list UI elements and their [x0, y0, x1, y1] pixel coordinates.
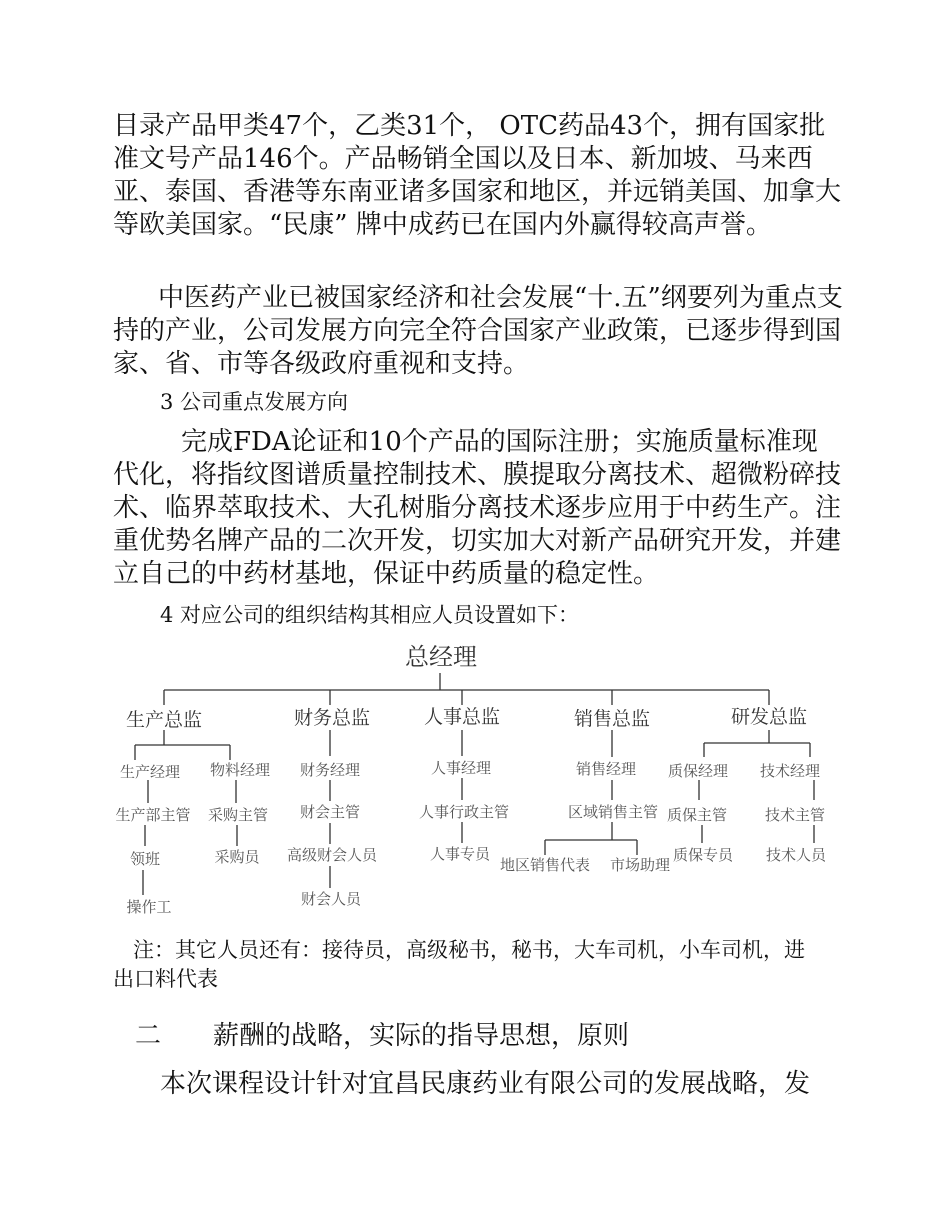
org-qa-supervisor: 质保主管 [666, 806, 728, 824]
org-tech-supervisor: 技术主管 [764, 806, 826, 824]
heading-org-structure: 4 对应公司的组织结构其相应人员设置如下： [160, 603, 580, 627]
org-regional-sales-supervisor: 区域销售主管 [567, 803, 659, 821]
org-sales-manager: 销售经理 [575, 760, 637, 778]
org-team-leader: 领班 [129, 850, 161, 868]
org-general-manager: 总经理 [405, 643, 477, 671]
org-rd-director: 研发总监 [730, 706, 808, 728]
org-finance-staff: 财会人员 [300, 890, 362, 908]
paragraph-industry-policy: 中医药产业已被国家经济和社会发展“十.五”纲要列为重点支持的产业，公司发展方向完全符合国家产业政策，已逐步得到国家、省、市等各级政府重视和支持。 [113, 283, 843, 379]
org-purchasing-supervisor: 采购主管 [207, 806, 269, 824]
org-market-assistant: 市场助理 [609, 856, 671, 874]
paragraph-development-direction: 完成FDA论证和10个产品的国际注册；实施质量标准现代化，将指纹图谱质量控制技术、膜提取分离技术、超微粉碎技术、临界萃取技术、大孔树脂分离技术逐步应用于中药生产。注重优势名牌产品的二次开发，切实加大对新产品研究开发，并建立自己的中药材基地，保证中药质量的稳定性。 [113, 427, 842, 589]
org-hr-admin-supervisor: 人事行政主管 [418, 803, 510, 821]
org-production-dept-supervisor: 生产部主管 [115, 806, 191, 824]
org-finance-supervisor: 财会主管 [299, 803, 361, 821]
org-area-sales-rep: 地区销售代表 [499, 856, 591, 874]
heading-development-direction: 3 公司重点发展方向 [160, 390, 349, 414]
org-finance-director: 财务总监 [293, 707, 371, 729]
org-production-manager: 生产经理 [119, 763, 181, 781]
org-qa-manager: 质保经理 [667, 762, 729, 780]
org-hr-director: 人事总监 [423, 706, 501, 728]
org-operator: 操作工 [126, 898, 172, 916]
org-tech-manager: 技术经理 [759, 762, 821, 780]
org-production-director: 生产总监 [125, 709, 203, 731]
paragraph-course-design: 本次课程设计针对宜昌民康药业有限公司的发展战略，发 [160, 1069, 811, 1099]
org-finance-manager: 财务经理 [299, 761, 361, 779]
org-senior-finance-staff: 高级财会人员 [286, 846, 378, 864]
org-purchaser: 采购员 [214, 848, 260, 866]
org-tech-staff: 技术人员 [765, 846, 827, 864]
org-sales-director: 销售总监 [573, 708, 651, 730]
org-qa-specialist: 质保专员 [672, 846, 734, 864]
org-materials-manager: 物料经理 [209, 761, 271, 779]
note-other-staff: 注：其它人员还有：接待员，高级秘书，秘书，大车司机，小车司机，进出口料代表 [113, 938, 805, 991]
section-heading-compensation: 二 薪酬的战略，实际的指导思想，原则 [135, 1021, 630, 1051]
paragraph-company-products: 目录产品甲类47个，乙类31个， OTC药品43个，拥有国家批准文号产品146个。产品畅销全国以及日本、新加坡、马来西亚、泰国、香港等东南亚诸多国家和地区，并远销美国、加拿大等欧美国家。“民康” 牌中成药已在国内外赢得较高声誉。 [113, 111, 842, 240]
org-hr-specialist: 人事专员 [429, 845, 491, 863]
org-hr-manager: 人事经理 [430, 759, 492, 777]
